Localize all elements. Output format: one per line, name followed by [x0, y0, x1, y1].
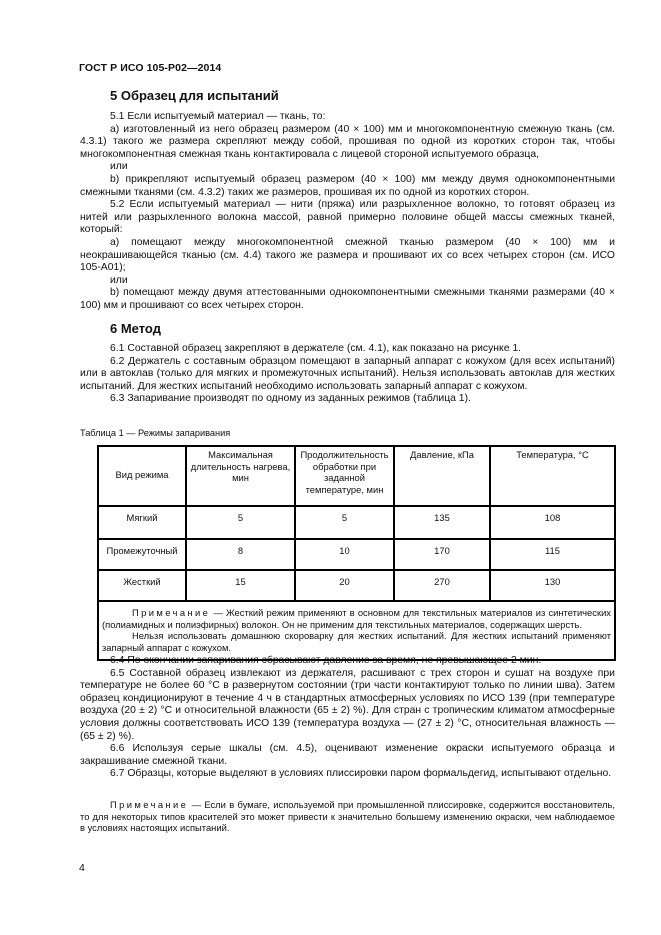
section-6-body-top: [80, 343, 615, 406]
section-6-title: 6 Метод: [110, 321, 161, 336]
document-header: ГОСТ Р ИСО 105-Р02—2014: [79, 62, 222, 74]
table-header-cell: Вид режима: [98, 446, 186, 506]
section-5-title: 5 Образец для испытаний: [110, 88, 279, 103]
table-cell: 135: [394, 506, 490, 539]
page-number: 4: [79, 862, 85, 874]
paragraph-6-4: 6.4 По окончании запаривания сбрасывают давление за время, не превышающее 2 мин.: [110, 655, 542, 666]
table-header-cell: Давление, кПа: [394, 446, 490, 506]
paragraph-6-2: 6.2 Держатель с составным образцом помещают в запарный аппарат с кожухом (для всех испытаний) или в автоклав (только для мягких и промежуточных испытаний). Нельзя использовать автоклав для жестких испытаний. Для жестких испытаний необходимо использовать запарный аппарат с кожухом.: [80, 355, 615, 392]
paragraph-5-1-a: a) изготовленный из него образец размером (40 × 100) мм и многокомпонентную смежную ткань (см. 4.3.1) такого же размера скрепляют между собой, прошивая по одной из коротких сторон так, чтобы многокомпонентная смежная ткань контактировала с лицевой стороной испытуемого образца,: [80, 123, 615, 160]
table-cell: 5: [186, 506, 295, 539]
table-row: [98, 539, 615, 570]
table-cell: 8: [186, 539, 295, 570]
paragraph-5-1-b: b) прикрепляют испытуемый образец размером (40 × 100) мм между двумя однокомпонентными смежными тканями (см. 4.3.2) таких же размеров, прошивая их по одной из коротких сторон.: [80, 173, 615, 198]
paragraph-5-2-b: b) помещают между двумя аттестованными однокомпонентными смежными тканями размерами (40 × 100) мм и прошивают со всех четырех сторон.: [80, 287, 615, 311]
paragraph-5-1: 5.1 Если испытуемый материал — ткань, то:: [110, 111, 326, 122]
paragraph-6-7: 6.7 Образцы, которые выделяют в условиях плиссировки паром формальдегид, испытывают отдельно.: [110, 768, 612, 780]
table-header-cell: Продолжительность обработки при заданной температуре, мин: [295, 446, 394, 506]
table-note-row: [98, 601, 615, 660]
paragraph-6-6: 6.6 Используя серые шкалы (см. 4.5), оценивают изменение окраски испытуемого образца и закрашивание смежной ткани.: [80, 743, 615, 767]
table-header-cell: Максимальная длительность нагрева, мин: [186, 446, 295, 506]
table-cell: 5: [295, 506, 394, 539]
note-label: Примечание: [132, 607, 211, 618]
paragraph-6-3: 6.3 Запаривание производят по одному из заданных режимов (таблица 1).: [110, 393, 471, 405]
table-cell: Мягкий: [98, 506, 186, 539]
table-cell: 108: [490, 506, 615, 539]
note-text: — Жесткий режим применяют в основном для текстильных материалов из синтетических (полиамидных и полиэфирных) волокон. Он не применим для текстильных материалов, содержащих шерсть.: [102, 607, 611, 630]
section-6-body-bottom: [80, 655, 615, 781]
table-cell: 270: [394, 570, 490, 601]
footnote-label: Примечание: [110, 799, 189, 810]
footnote: [80, 799, 615, 834]
table-row: [98, 570, 615, 601]
table-row: [98, 506, 615, 539]
footnote-text: — Если в бумаге, используемой при промышленной плиссировке, содержится восстановитель, то для некоторых типов красителей это может привести к значительно большему изменению окраски, чем наблюдаемое в условиях настоящих испытаний.: [80, 799, 615, 834]
paragraph-5-2-a: a) помещают между многокомпонентной смежной тканью размером (40 × 100) мм и неокрашивающейся тканью (см. 4.4) такого же размера и прошивают их со всех четырех сторон (см. ИСО 105-А01);: [80, 236, 615, 274]
table-header-row: [98, 446, 615, 506]
table-cell: 10: [295, 539, 394, 570]
note-text-2: Нельзя использовать домашнюю скороварку для жестких испытаний. Для жестких испытаний применяют запарный аппарат с кожухом.: [102, 630, 611, 653]
table-cell: Промежуточный: [98, 539, 186, 570]
paragraph-5-2: 5.2 Если испытуемый материал — нити (пряжа) или разрыхленное волокно, то готовят образец из нитей или разрыхленного волокна массой, равной примерно половине общей массы смежных тканей, который:: [80, 199, 615, 236]
table-note: [98, 601, 615, 660]
steaming-modes-table: [97, 445, 616, 661]
section-5-body: [80, 111, 615, 313]
table-cell: 115: [490, 539, 615, 570]
table-cell: 130: [490, 570, 615, 601]
paragraph-5-2-or: или: [110, 274, 128, 286]
paragraph-5-1-or: или: [110, 161, 128, 173]
table-cell: 170: [394, 539, 490, 570]
table-header-cell: Температура, °С: [490, 446, 615, 506]
table-cell: 20: [295, 570, 394, 601]
table-cell: 15: [186, 570, 295, 601]
paragraph-6-5: 6.5 Составной образец извлекают из держателя, расшивают с трех сторон и сушат на воздухе при температуре не более 60 °С в развернутом состоянии (три части контактируют только по линии шва). Затем образец кондиционируют в течение 4 ч в стандартных атмосферных условиях по ИСО 139 (при температуре воздуха (20 ± 2) °С и относительной влажности (65 ± 2) %). Для стран с тропическим климатом атмосферные условия должны соответствовать ИСО 139 (температура воздуха — (27 ± 2) °С, относительная влажность — (65 ± 2) %).: [80, 667, 615, 742]
table-caption: Таблица 1 — Режимы запаривания: [80, 428, 231, 438]
paragraph-6-1: 6.1 Составной образец закрепляют в держателе (см. 4.1), как показано на рисунке 1.: [110, 343, 522, 354]
table-cell: Жесткий: [98, 570, 186, 601]
